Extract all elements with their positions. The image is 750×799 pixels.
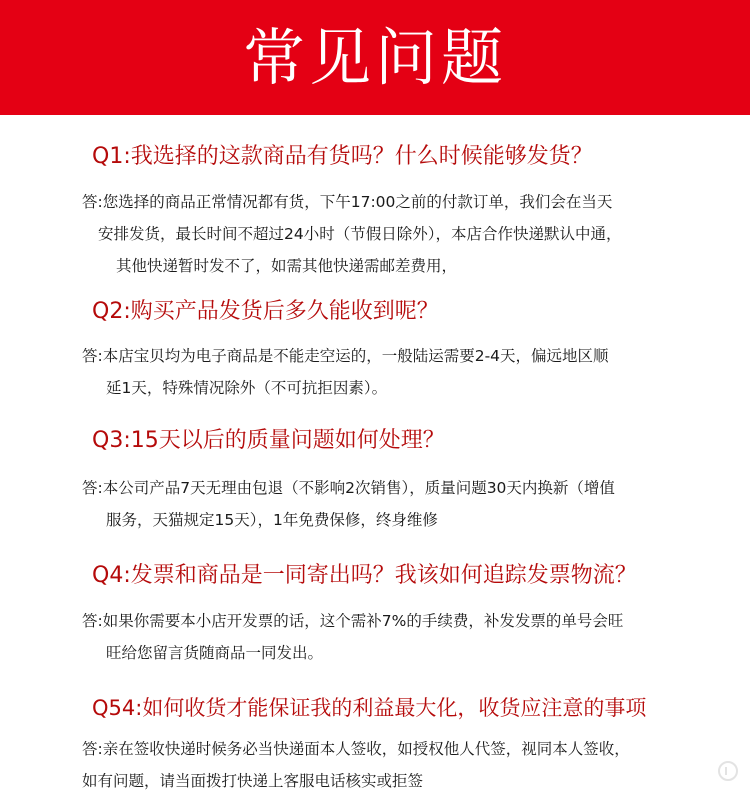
answer-line: 答:本公司产品7天无理由包退（不影响2次销售），质量问题30天内换新（增值 (82, 479, 615, 497)
answer-line: 答:您选择的商品正常情况都有货，下午17:00之前的付款订单，我们会在当天 (82, 193, 613, 211)
faq-answer-2 (82, 340, 609, 404)
answer-line: 其他快递暂时发不了，如需其他快递需邮差费用， (116, 257, 458, 275)
page-title: 常见问题 (242, 20, 507, 94)
answer-line: 安排发货，最长时间不超过24小时（节假日除外），本店合作快递默认中通， (98, 225, 622, 243)
answer-line: 旺给您留言货随商品一同发出。 (106, 644, 324, 662)
faq-question-5: Q54:如何收货才能保证我的利益最大化，收货应注意的事项 (92, 696, 647, 720)
answer-line: 答:本店宝贝均为电子商品是不能走空运的，一般陆运需要2-4天，偏远地区顺 (82, 347, 609, 365)
faq-answer-1 (82, 186, 621, 282)
answer-line: 服务，天猫规定15天），1年免费保修，终身维修 (106, 511, 438, 529)
faq-question-4: Q4:发票和商品是一同寄出吗？我该如何追踪发票物流？ (92, 563, 637, 588)
faq-answer-4 (82, 605, 623, 669)
header-banner (0, 0, 750, 115)
faq-answer-3 (82, 472, 615, 536)
faq-answer-5 (82, 733, 630, 797)
answer-line: 答:如果你需要本小店开发票的话，这个需补7%的手续费，补发发票的单号会旺 (82, 612, 624, 630)
faq-question-2: Q2:购买产品发货后多久能收到呢？ (92, 299, 439, 324)
faq-question-1: Q1:我选择的这款商品有货吗？什么时候能够发货？ (92, 144, 593, 169)
answer-line: 如有问题，请当面拨打快递上客服电话核实或拒签 (82, 772, 424, 790)
answer-line: 延1天，特殊情况除外（不可抗拒因素）。 (106, 379, 388, 397)
watermark-icon (718, 761, 738, 781)
watermark-logo (718, 761, 738, 781)
faq-question-3: Q3:15天以后的质量问题如何处理？ (92, 428, 445, 453)
answer-line: 答:亲在签收快递时候务必当快递面本人签收，如授权他人代签，视同本人签收， (82, 740, 630, 758)
